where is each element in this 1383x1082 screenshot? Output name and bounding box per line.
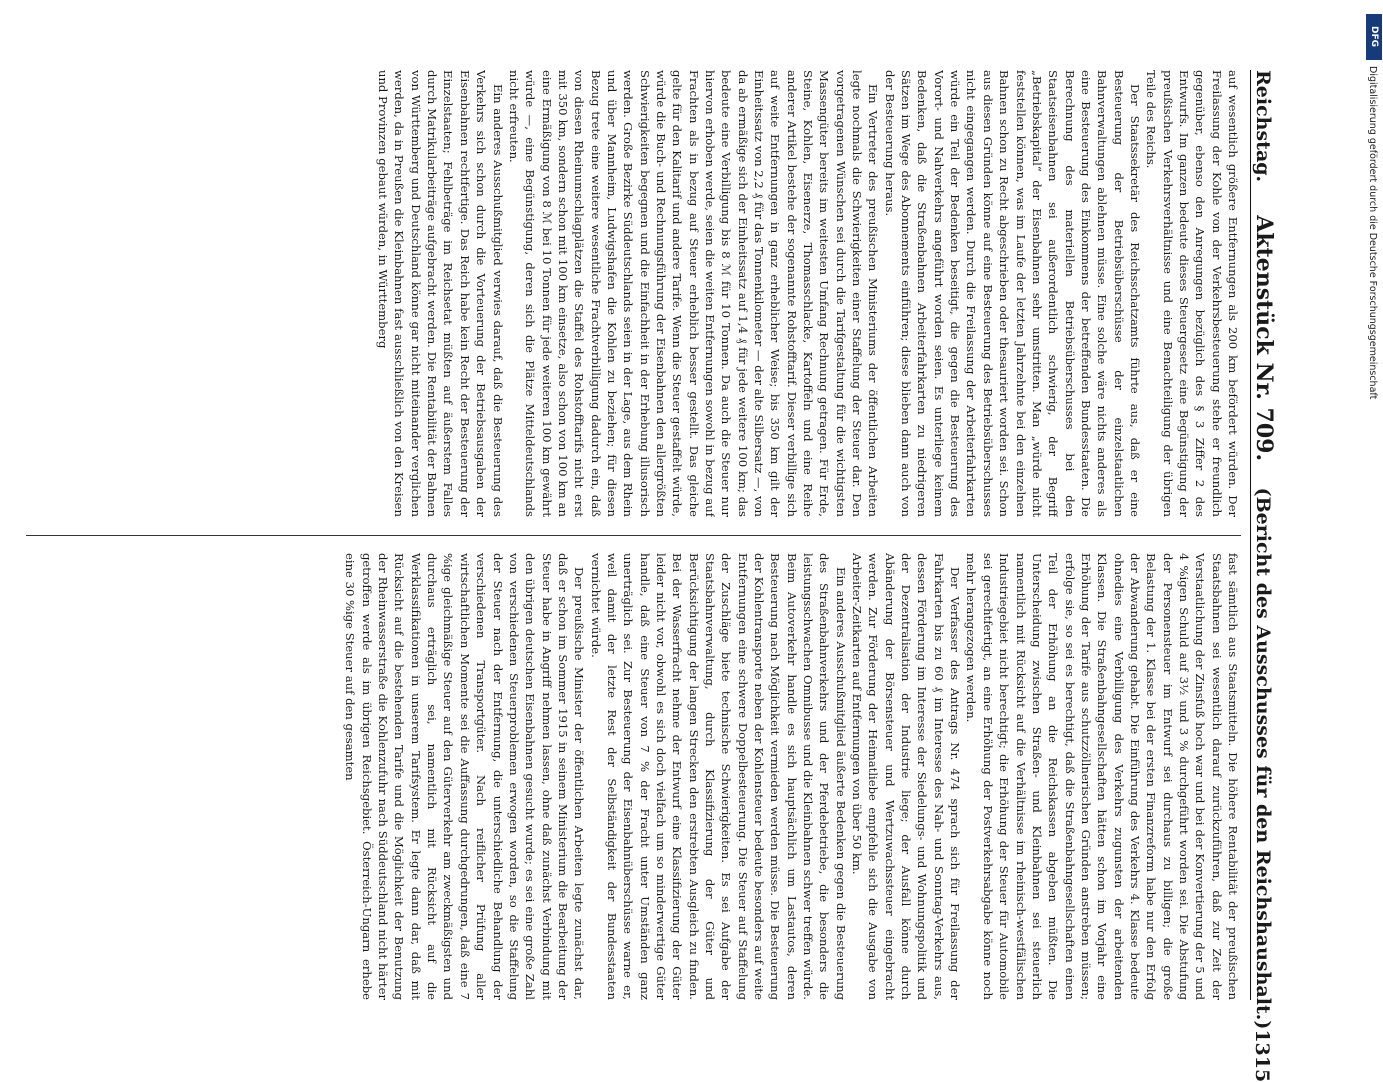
right-paragraph-2: Der Verfasser des Antrags Nr. 474 sprach sich für Freilassung der Fahrkarten bis zu 60 ₰ im Interesse des Nah- und Sonntag-Verkehrs aus, dessen Förderung im Interesse der Siedelungs- und Wohnungspolitik und der Dezentralisation der Industrie liege; der Ausfall könne durch Abänderung der Börsensteuer und Wertzuwachssteuer eingebracht werden. Zur Förderung der Heimatliebe empfehle sich die Ausgabe von Arbeiter-Zeitkarten auf Entfernungen von über 50 km. [850,553,963,1000]
right-paragraph-1: fast sämtlich aus Staatsmitteln. Die höhere Rentabilität der preußischen Staatsbahnen sei wesentlich darauf zurückzuführen, daß zur Zeit der Verstaatlichung der Zinsfuß hoch war und bei der Konvertierung der 5 und 4 %igen Schuld auf 3½ und 3 % durchgeführt worden sei. Die Abstufung der Personensteuer im Entwurf sei durchaus zu billigen; die große Belastung der 1. Klasse bei der ersten Finanzreform habe nur den Erfolg der Abwanderung gehabt. Die Einführung des Verkehrs 4. Klasse bedeute ohnedies eine Verbilligung des Verkehrs zugunsten der arbeitenden Klassen. Die Straßenbahngesellschaften hätten schon im Vorjahr eine Erhöhung der Tarife aus schutzzöllnerischen Gründen anstreben müssen; erfolge sie, so sei es berechtigt, daß die Straßenbahngesellschaften einen Teil der Erhöhung an die Reichskassen abgeben müßten. Die Unterscheidung zwischen Straßen- und Kleinbahnen sei steuerlich namentlich mit Rücksicht auf die Verhältnisse im rheinisch-westfälischen Industriegebiet nicht berechtigt; die Erhöhung der Steuer für Automobile sei gerechtfertigt, an eine Erhöhung der Postverkehrsabgabe könne noch mehr herangezogen werden. [964,553,1240,1000]
document-page [15,70,1285,1082]
page-number: 1315 [1251,1029,1273,1082]
header-reichstag: Reichstag. [1252,70,1274,183]
page-header [1250,70,1285,1082]
left-column [26,70,1241,517]
digitization-credit [1365,8,1383,998]
left-paragraph-3: Ein Vertreter des preußischen Ministeriums der öffentlichen Arbeiten legte nochmals die Schwierigkeiten einer Staffelung der Steuer dar. Den vorgetragenen Wünschen sei durch die Tarifgestaltung für die wichtigsten Massengüter bereits im weitesten Umfang Rechnung getragen. Für Erde, Steine, Kohlen, Eisenerze, Thomasschlacke, Kartoffeln und eine Reihe anderer Artikel bestehe der sogenannte Rohstofftarif. Dieser verbillige sich auf weite Entfernungen in ganz erheblicher Weise; bis 350 km gilt der Einheitssatz von 2,2 ₰ für das Tonnenkilometer — der alte Silbersatz —, von da ab ermäßige sich der Einheitssatz auf 1,4 ₰ für jede weitere 100 km; das bedeute eine Verbilligung bis 8 ℳ für 10 Tonnen. Da auch die Steuer nur hiervon erhoben werde, seien die weiten Entfernungen sowohl in bezug auf Frachten als in bezug auf Steuer erheblich besser gestellt. Das gleiche gelte für den Kalitarif und andere Tarife. Wenn die Steuer gestaffelt würde, würde die Buch- und Rechnungsführung der Eisenbahnen den allergrößten Schwierigkeiten begegnen und die Einfachheit in der Erhebung illusorisch werden. Große Bezirke Süddeutschlands seien in der Lage, aus dem Rhein und über Mannheim, Ludwigshafen die Kohlen zu beziehen; für diesen Bezug trete eine weitere wesentliche Frachtverbilligung dadurch ein, daß von diesen Rheinumschlagplätzen die Staffel des Rohstofftarifs nicht erst mit 350 km, sondern schon mit 100 km einsetze, also schon von 100 km an eine Ermäßigung von 8 ℳ bei 10 Tonnen für jede weiteren 100 km gewährt würde —, eine Begünstigung, deren sich die Plätze Mitteldeutschlands nicht erfreuten. [506,70,881,517]
column-divider [26,535,1241,536]
right-column [26,553,1241,1000]
left-paragraph-4: Ein anderes Ausschußmitglied verwies darauf, daß die Besteuerung des Verkehrs sich schon durch die Vorteuerung der Betriebsausgaben der Eisenbahnen rechtfertige. Das Reich habe kein Recht der Besteuerung der Einzelstaaten; Fehlbeträge im Reichsetat müßten auf äußerstem Falles durch Matrikularbeiträge aufgebracht werden. Die Rentabilität der Bahnen von Württemberg und Deutschland könne gar nicht miteinander verglichen werden, da in Preußen die Kleinbahnen fast ausschließlich von den Kreisen und Provinzen gebaut würden, in Württemberg [376,70,505,517]
credit-text: Digitalisierung gefördert durch die Deutsche Forschungsgemeinschaft [1367,66,1378,400]
header-left [1251,70,1277,1029]
left-paragraph-2: Der Staatssekretär des Reichsschatzamts führte aus, daß er eine Besteuerung der Betriebsüberschüsse der einzelstaatlichen Bahnverwaltungen ablehnen müsse. Eine solche wäre nichts anderes als eine Besteuerung des Einkommens der betreffenden Bundesstaaten. Die Berechnung des materiellen Betriebsüberschusses bei den Staatseisenbahnen sei außerordentlich schwierig, der Begriff „Betriebskapital“ der Eisenbahnen sehr umstritten. Man „würde nicht feststellen können, was im Laufe der letzten Jahrzehnte bei den einzelnen Bahnen schon zu Recht abgeschrieben oder thesauriert worden sei. Schon aus diesen Gründen könne auf eine Besteuerung des Betriebsüberschusses nicht eingegangen werden. Durch die Freilassung der Arbeiterfahrkarten würde ein Teil der Bedenken beseitigt, die gegen die Besteuerung des Vorort- und Nahverkehrs angeführt worden seien. Es unterliege keinem Bedenken, daß die Straßenbahnen Arbeiterfahrkarten zu niedrigeren Sätzen im Wege des Abonnements einführen; diese blieben dann auch von der Besteuerung heraus. [882,70,1142,517]
left-paragraph-1: auf wesentlich größere Entfernungen als 200 km befördert würden. Der Freilassung der Kohle von der Verkehrsbesteuerung stehe er freundlich gegenüber, ebenso den Anregungen bezüglich des § 3 Ziffer 2 des Entwurfs. Im ganzen bedeute dieses Steuergesetz eine Begünstigung der preußischen Verkehrsverhältnisse und eine Benachteiligung der übrigen Teile des Reichs. [1144,70,1240,517]
right-paragraph-3: Ein anderes Ausschußmitglied äußerte Bedenken gegen die Besteuerung des Straßenbahnverkehrs und der Pferdebetriebe, die besonders die leistungsschwachen Omnibusse und die Kleinbahnen schwer treffen würde. Beim Autoverkehr handle es sich hauptsächlich um Lastautos, deren Besteuerung nach Möglichkeit vermieden werden müsse. Die Besteuerung der Kohlentransporte neben der Kohlensteuer bedeute besonders auf weite Entfernungen eine schwere Doppelbesteuerung. Die Steuer auf Staffelung der Zuschläge biete technische Schwierigkeiten. Es sei Aufgabe der Staatsbahnverwaltung, durch Klassifizierung der Güter und Berücksichtigung der langen Strecken den erstrebten Ausgleich zu finden. Bei der Wasserfracht nehme der Entwurf eine Klassifizierung der Güter leider nicht vor, obwohl es sich doch vielfach um so minderwertige Güter handle, daß eine Steuer von 7 % der Fracht unter Umständen ganz unerträglich sei. Zur Besteuerung der Eisenbahnüberschüsse warne er, weil damit der letzte Rest der Selbständigkeit der Bundesstaaten vernichtet würde. [588,553,848,1000]
dfg-logo: DFG [1366,14,1382,60]
right-paragraph-4: Der preußische Minister der öffentlichen Arbeiten legte zunächst dar, daß er schon im Sommer 1915 in seinem Ministerium die Bearbeitung der Steuer habe in Angriff nehmen lassen, ohne daß zunächst Verbindung mit den übrigen deutschen Eisenbahnen gesucht wurde; es sei eine große Zahl von verschiedenen Steuerproblemen erwogen worden, so die Staffelung der Steuer nach der Entfernung, die unterschiedliche Behandlung der verschiedenen Transportgüter. Nach reiflicher Prüfung aller wirtschaftlichen Momente sei die Auffassung durchgedrungen, daß eine 7 %ige gleichmäßige Steuer auf den Güterverkehr am zweckmäßigsten und durchaus erträglich sei, namentlich mit Rücksicht auf die Werklassifikationen in unserem Tarifsystem. Er legte dann dar, daß mit Rücksicht auf die bestehenden Tarife und die Möglichkeit der Benutzung der Rheinwasserstraße die Kohlenzufuhr nach Süddeutschland nicht härter getroffen werde als im übrigen Reichsgebiet. Österreich-Ungarn erhebe eine 30 %ige Steuer auf den gesamten [343,553,587,1000]
header-title: (Bericht des Ausschusses für den Reichshaushalt.) [1252,487,1274,1030]
rotated-page [15,70,1285,1082]
header-document-label: Aktenstück Nr. 709. [1251,215,1277,462]
